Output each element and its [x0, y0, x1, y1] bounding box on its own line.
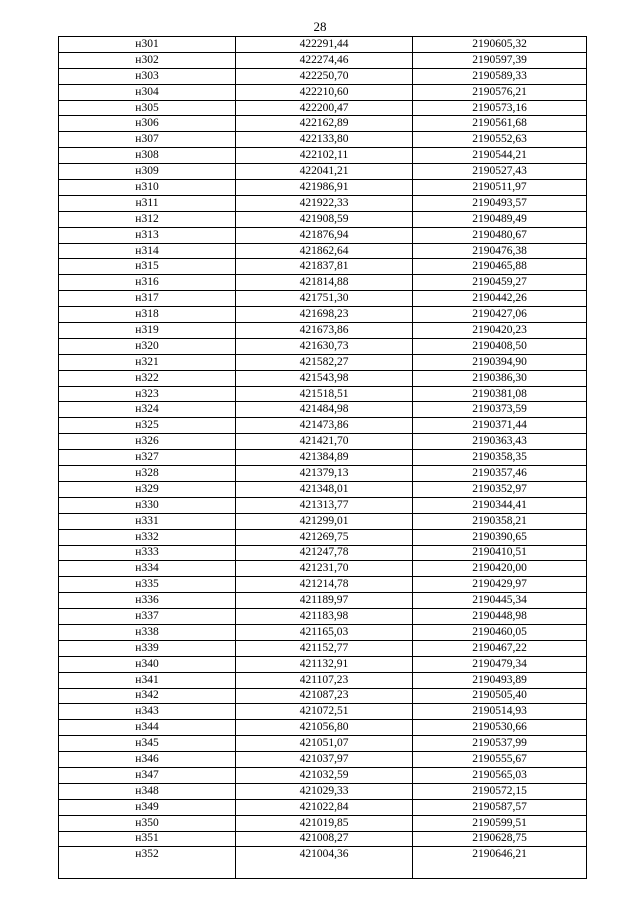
- y-coordinate-cell: 2190420,00: [413, 561, 587, 577]
- x-coordinate-cell: 421189,97: [236, 593, 413, 609]
- table-row: [59, 338, 587, 354]
- y-coordinate-cell: 2190381,08: [413, 386, 587, 402]
- y-coordinate-cell: 2190599,51: [413, 815, 587, 831]
- table-row: [59, 609, 587, 625]
- point-id-cell: н350: [59, 815, 236, 831]
- x-coordinate-cell: 421299,01: [236, 513, 413, 529]
- x-coordinate-cell: 422200,47: [236, 100, 413, 116]
- x-coordinate-cell: 421582,27: [236, 354, 413, 370]
- x-coordinate-cell: 422162,89: [236, 116, 413, 132]
- y-coordinate-cell: 2190537,99: [413, 736, 587, 752]
- y-coordinate-cell: 2190358,35: [413, 450, 587, 466]
- point-id-cell: н317: [59, 291, 236, 307]
- y-coordinate-cell: 2190514,93: [413, 704, 587, 720]
- y-coordinate-cell: 2190605,32: [413, 37, 587, 53]
- table-row: [59, 466, 587, 482]
- table-row: [59, 752, 587, 768]
- point-id-cell: н343: [59, 704, 236, 720]
- y-coordinate-cell: 2190448,98: [413, 609, 587, 625]
- y-coordinate-cell: 2190363,43: [413, 434, 587, 450]
- coordinates-table-body: [59, 37, 587, 879]
- point-id-cell: н312: [59, 211, 236, 227]
- point-id-cell: н330: [59, 497, 236, 513]
- x-coordinate-cell: 421269,75: [236, 529, 413, 545]
- table-row: [59, 402, 587, 418]
- point-id-cell: н345: [59, 736, 236, 752]
- table-row: [59, 116, 587, 132]
- y-coordinate-cell: 2190489,49: [413, 211, 587, 227]
- x-coordinate-cell: 421107,23: [236, 672, 413, 688]
- table-row: [59, 640, 587, 656]
- point-id-cell: н348: [59, 783, 236, 799]
- point-id-cell: н323: [59, 386, 236, 402]
- y-coordinate-cell: 2190572,15: [413, 783, 587, 799]
- y-coordinate-cell: 2190371,44: [413, 418, 587, 434]
- table-row: [59, 704, 587, 720]
- table-row: [59, 148, 587, 164]
- table-row: [59, 227, 587, 243]
- point-id-cell: н309: [59, 164, 236, 180]
- point-id-cell: н346: [59, 752, 236, 768]
- x-coordinate-cell: 421876,94: [236, 227, 413, 243]
- x-coordinate-cell: 421862,64: [236, 243, 413, 259]
- point-id-cell: н352: [59, 847, 236, 879]
- y-coordinate-cell: 2190476,38: [413, 243, 587, 259]
- y-coordinate-cell: 2190408,50: [413, 338, 587, 354]
- table-row: [59, 831, 587, 847]
- x-coordinate-cell: 421183,98: [236, 609, 413, 625]
- table-row: [59, 434, 587, 450]
- y-coordinate-cell: 2190530,66: [413, 720, 587, 736]
- point-id-cell: н314: [59, 243, 236, 259]
- x-coordinate-cell: 422041,21: [236, 164, 413, 180]
- y-coordinate-cell: 2190429,97: [413, 577, 587, 593]
- point-id-cell: н335: [59, 577, 236, 593]
- y-coordinate-cell: 2190505,40: [413, 688, 587, 704]
- table-row: [59, 370, 587, 386]
- point-id-cell: н308: [59, 148, 236, 164]
- point-id-cell: н316: [59, 275, 236, 291]
- x-coordinate-cell: 421986,91: [236, 180, 413, 196]
- table-row: [59, 52, 587, 68]
- point-id-cell: н334: [59, 561, 236, 577]
- table-row: [59, 259, 587, 275]
- point-id-cell: н342: [59, 688, 236, 704]
- table-row: [59, 513, 587, 529]
- point-id-cell: н301: [59, 37, 236, 53]
- table-row: [59, 672, 587, 688]
- x-coordinate-cell: 422274,46: [236, 52, 413, 68]
- y-coordinate-cell: 2190597,39: [413, 52, 587, 68]
- x-coordinate-cell: 421630,73: [236, 338, 413, 354]
- y-coordinate-cell: 2190465,88: [413, 259, 587, 275]
- x-coordinate-cell: 421152,77: [236, 640, 413, 656]
- y-coordinate-cell: 2190358,21: [413, 513, 587, 529]
- x-coordinate-cell: 421837,81: [236, 259, 413, 275]
- x-coordinate-cell: 421698,23: [236, 307, 413, 323]
- y-coordinate-cell: 2190357,46: [413, 466, 587, 482]
- x-coordinate-cell: 421165,03: [236, 624, 413, 640]
- x-coordinate-cell: 421384,89: [236, 450, 413, 466]
- y-coordinate-cell: 2190427,06: [413, 307, 587, 323]
- point-id-cell: н341: [59, 672, 236, 688]
- point-id-cell: н305: [59, 100, 236, 116]
- x-coordinate-cell: 421543,98: [236, 370, 413, 386]
- y-coordinate-cell: 2190352,97: [413, 481, 587, 497]
- table-row: [59, 195, 587, 211]
- point-id-cell: н318: [59, 307, 236, 323]
- x-coordinate-cell: 421814,88: [236, 275, 413, 291]
- y-coordinate-cell: 2190386,30: [413, 370, 587, 386]
- table-row: [59, 275, 587, 291]
- point-id-cell: н339: [59, 640, 236, 656]
- y-coordinate-cell: 2190420,23: [413, 323, 587, 339]
- coordinates-table: [58, 36, 587, 879]
- y-coordinate-cell: 2190587,57: [413, 799, 587, 815]
- x-coordinate-cell: 422102,11: [236, 148, 413, 164]
- table-row: [59, 497, 587, 513]
- table-row: [59, 211, 587, 227]
- table-row: [59, 450, 587, 466]
- x-coordinate-cell: 421029,33: [236, 783, 413, 799]
- point-id-cell: н315: [59, 259, 236, 275]
- x-coordinate-cell: 421019,85: [236, 815, 413, 831]
- point-id-cell: н351: [59, 831, 236, 847]
- y-coordinate-cell: 2190628,75: [413, 831, 587, 847]
- table-row: [59, 84, 587, 100]
- x-coordinate-cell: 421421,70: [236, 434, 413, 450]
- point-id-cell: н336: [59, 593, 236, 609]
- x-coordinate-cell: 421673,86: [236, 323, 413, 339]
- table-row: [59, 529, 587, 545]
- x-coordinate-cell: 421247,78: [236, 545, 413, 561]
- x-coordinate-cell: 421518,51: [236, 386, 413, 402]
- table-row: [59, 767, 587, 783]
- point-id-cell: н329: [59, 481, 236, 497]
- table-row: [59, 688, 587, 704]
- y-coordinate-cell: 2190511,97: [413, 180, 587, 196]
- y-coordinate-cell: 2190390,65: [413, 529, 587, 545]
- point-id-cell: н320: [59, 338, 236, 354]
- x-coordinate-cell: 422250,70: [236, 68, 413, 84]
- x-coordinate-cell: 421484,98: [236, 402, 413, 418]
- point-id-cell: н328: [59, 466, 236, 482]
- x-coordinate-cell: 421132,91: [236, 656, 413, 672]
- x-coordinate-cell: 421922,33: [236, 195, 413, 211]
- table-row: [59, 783, 587, 799]
- x-coordinate-cell: 421004,36: [236, 847, 413, 879]
- point-id-cell: н338: [59, 624, 236, 640]
- point-id-cell: н302: [59, 52, 236, 68]
- table-row: [59, 37, 587, 53]
- point-id-cell: н324: [59, 402, 236, 418]
- x-coordinate-cell: 421008,27: [236, 831, 413, 847]
- table-row: [59, 577, 587, 593]
- x-coordinate-cell: 421473,86: [236, 418, 413, 434]
- table-row: [59, 656, 587, 672]
- y-coordinate-cell: 2190344,41: [413, 497, 587, 513]
- point-id-cell: н304: [59, 84, 236, 100]
- y-coordinate-cell: 2190460,05: [413, 624, 587, 640]
- table-row: [59, 720, 587, 736]
- y-coordinate-cell: 2190467,22: [413, 640, 587, 656]
- point-id-cell: н333: [59, 545, 236, 561]
- y-coordinate-cell: 2190555,67: [413, 752, 587, 768]
- x-coordinate-cell: 421032,59: [236, 767, 413, 783]
- table-row: [59, 799, 587, 815]
- y-coordinate-cell: 2190373,59: [413, 402, 587, 418]
- table-row: [59, 291, 587, 307]
- y-coordinate-cell: 2190480,67: [413, 227, 587, 243]
- table-row: [59, 593, 587, 609]
- point-id-cell: н331: [59, 513, 236, 529]
- point-id-cell: н310: [59, 180, 236, 196]
- table-row: [59, 323, 587, 339]
- table-row: [59, 386, 587, 402]
- point-id-cell: н349: [59, 799, 236, 815]
- y-coordinate-cell: 2190646,21: [413, 847, 587, 879]
- x-coordinate-cell: 421313,77: [236, 497, 413, 513]
- point-id-cell: н337: [59, 609, 236, 625]
- x-coordinate-cell: 421379,13: [236, 466, 413, 482]
- x-coordinate-cell: 421348,01: [236, 481, 413, 497]
- y-coordinate-cell: 2190589,33: [413, 68, 587, 84]
- x-coordinate-cell: 422291,44: [236, 37, 413, 53]
- table-row: [59, 815, 587, 831]
- y-coordinate-cell: 2190561,68: [413, 116, 587, 132]
- point-id-cell: н327: [59, 450, 236, 466]
- x-coordinate-cell: 421087,23: [236, 688, 413, 704]
- x-coordinate-cell: 421231,70: [236, 561, 413, 577]
- x-coordinate-cell: 421072,51: [236, 704, 413, 720]
- x-coordinate-cell: 422133,80: [236, 132, 413, 148]
- y-coordinate-cell: 2190493,57: [413, 195, 587, 211]
- table-row: [59, 545, 587, 561]
- y-coordinate-cell: 2190573,16: [413, 100, 587, 116]
- y-coordinate-cell: 2190544,21: [413, 148, 587, 164]
- y-coordinate-cell: 2190445,34: [413, 593, 587, 609]
- point-id-cell: н325: [59, 418, 236, 434]
- y-coordinate-cell: 2190442,26: [413, 291, 587, 307]
- x-coordinate-cell: 421056,80: [236, 720, 413, 736]
- point-id-cell: н313: [59, 227, 236, 243]
- y-coordinate-cell: 2190394,90: [413, 354, 587, 370]
- x-coordinate-cell: 422210,60: [236, 84, 413, 100]
- x-coordinate-cell: 421037,97: [236, 752, 413, 768]
- point-id-cell: н347: [59, 767, 236, 783]
- table-row: [59, 736, 587, 752]
- table-row: [59, 561, 587, 577]
- point-id-cell: н321: [59, 354, 236, 370]
- y-coordinate-cell: 2190527,43: [413, 164, 587, 180]
- table-row: [59, 132, 587, 148]
- page-number: 28: [313, 19, 327, 34]
- y-coordinate-cell: 2190493,89: [413, 672, 587, 688]
- point-id-cell: н311: [59, 195, 236, 211]
- point-id-cell: н306: [59, 116, 236, 132]
- table-row: [59, 354, 587, 370]
- point-id-cell: н332: [59, 529, 236, 545]
- y-coordinate-cell: 2190479,34: [413, 656, 587, 672]
- table-row: [59, 418, 587, 434]
- table-row: [59, 180, 587, 196]
- y-coordinate-cell: 2190565,03: [413, 767, 587, 783]
- x-coordinate-cell: 421908,59: [236, 211, 413, 227]
- x-coordinate-cell: 421751,30: [236, 291, 413, 307]
- table-row: [59, 164, 587, 180]
- point-id-cell: н303: [59, 68, 236, 84]
- y-coordinate-cell: 2190552,63: [413, 132, 587, 148]
- x-coordinate-cell: 421051,07: [236, 736, 413, 752]
- table-row: [59, 624, 587, 640]
- table-row: [59, 847, 587, 879]
- point-id-cell: н340: [59, 656, 236, 672]
- point-id-cell: н307: [59, 132, 236, 148]
- table-row: [59, 68, 587, 84]
- table-row: [59, 307, 587, 323]
- table-row: [59, 243, 587, 259]
- point-id-cell: н344: [59, 720, 236, 736]
- x-coordinate-cell: 421214,78: [236, 577, 413, 593]
- point-id-cell: н322: [59, 370, 236, 386]
- point-id-cell: н319: [59, 323, 236, 339]
- y-coordinate-cell: 2190576,21: [413, 84, 587, 100]
- y-coordinate-cell: 2190410,51: [413, 545, 587, 561]
- table-row: [59, 481, 587, 497]
- y-coordinate-cell: 2190459,27: [413, 275, 587, 291]
- table-row: [59, 100, 587, 116]
- point-id-cell: н326: [59, 434, 236, 450]
- x-coordinate-cell: 421022,84: [236, 799, 413, 815]
